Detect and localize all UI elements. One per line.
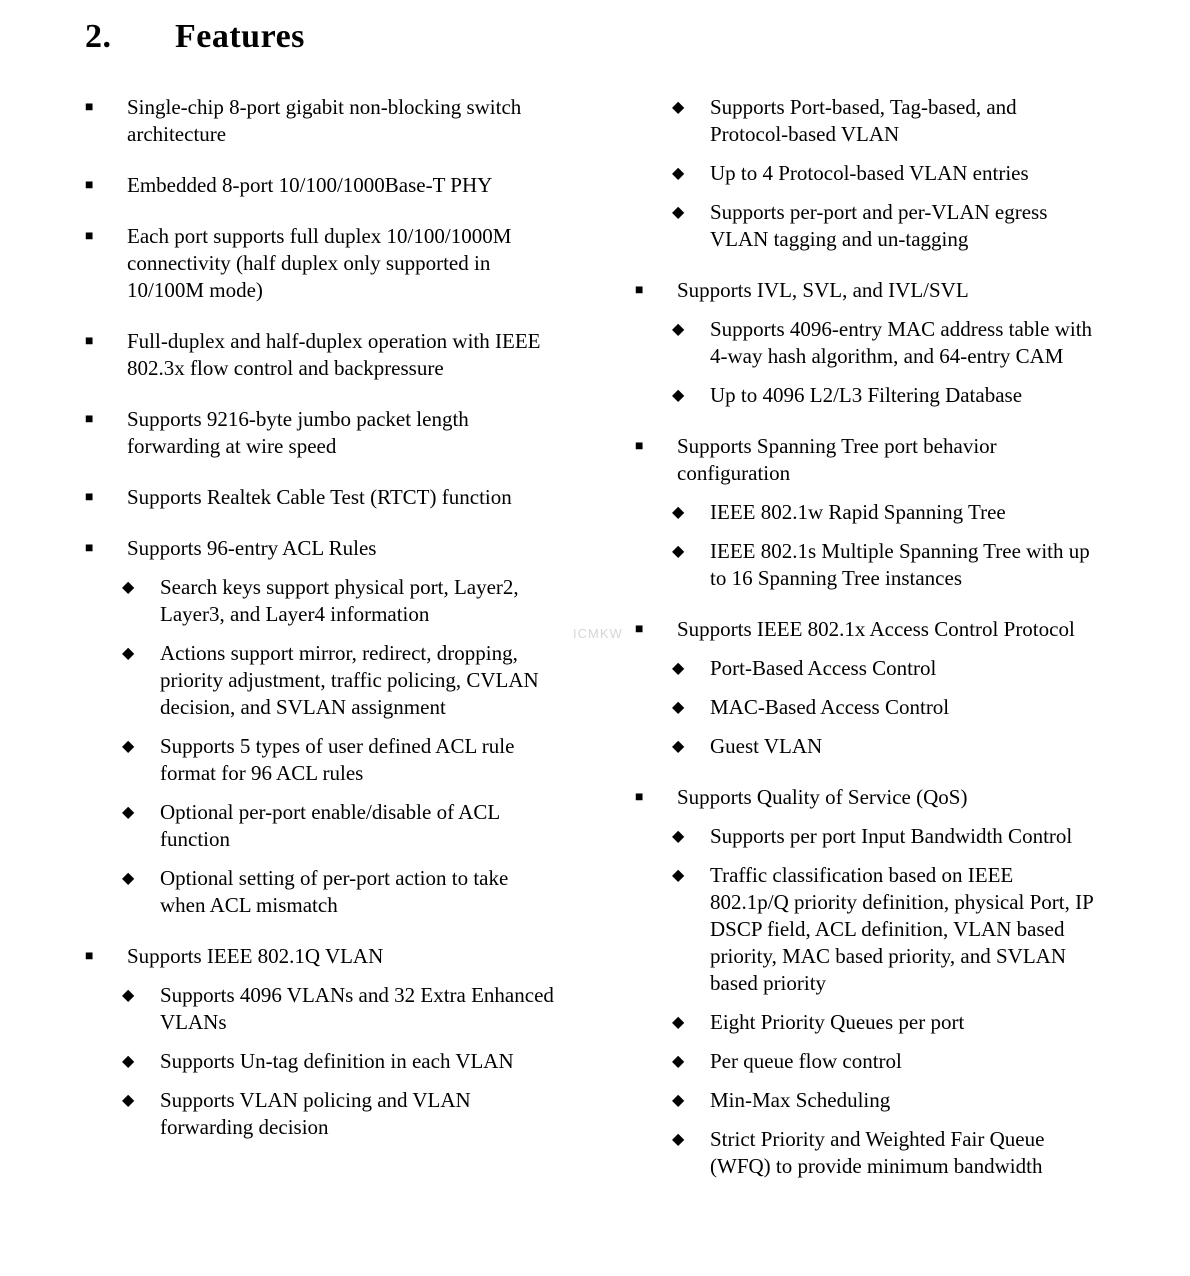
bullet-square-icon: ■	[85, 490, 94, 505]
bullet-square-icon: ■	[85, 949, 94, 964]
bullet-square-icon: ■	[85, 178, 94, 193]
feature-text: Port-Based Access Control	[710, 656, 937, 680]
feature-columns	[85, 94, 1190, 1180]
feature-text: Supports IEEE 802.1x Access Control Protocol	[677, 617, 1075, 641]
feature-item	[672, 1126, 1095, 1180]
bullet-square-icon: ■	[85, 541, 94, 556]
bullet-diamond-icon: ◆	[672, 543, 685, 560]
watermark: ICMKW	[573, 626, 623, 641]
feature-text: Supports 4096-entry MAC address table with 4-way hash algorithm, and 64-entry CAM	[710, 317, 1093, 368]
feature-item	[85, 943, 555, 970]
bullet-square-icon: ■	[635, 790, 644, 805]
feature-item	[85, 484, 555, 511]
bullet-diamond-icon: ◆	[122, 1053, 135, 1070]
feature-text: IEEE 802.1w Rapid Spanning Tree	[710, 500, 1006, 524]
feature-item	[122, 574, 555, 628]
bullet-diamond-icon: ◆	[672, 204, 685, 221]
bullet-diamond-icon: ◆	[122, 1092, 135, 1109]
feature-text: Each port supports full duplex 10/100/1000M connectivity (half duplex only supported in 10/100M mode)	[127, 224, 512, 302]
bullet-diamond-icon: ◆	[672, 504, 685, 521]
feature-text: Supports Quality of Service (QoS)	[677, 785, 968, 809]
bullet-diamond-icon: ◆	[122, 645, 135, 662]
bullet-diamond-icon: ◆	[672, 321, 685, 338]
bullet-diamond-icon: ◆	[672, 828, 685, 845]
bullet-diamond-icon: ◆	[122, 804, 135, 821]
feature-item	[635, 784, 1095, 811]
feature-text: Supports IVL, SVL, and IVL/SVL	[677, 278, 969, 302]
feature-text: Actions support mirror, redirect, dropping, priority adjustment, traffic policing, CVLAN decision, and SVLAN assignment	[160, 641, 539, 719]
feature-text: Single-chip 8-port gigabit non-blocking switch architecture	[127, 95, 522, 146]
feature-item	[122, 865, 555, 919]
bullet-square-icon: ■	[635, 622, 644, 637]
feature-item	[635, 433, 1095, 487]
bullet-diamond-icon: ◆	[122, 738, 135, 755]
feature-text: Supports Un-tag definition in each VLAN	[160, 1049, 514, 1073]
bullet-diamond-icon: ◆	[672, 1014, 685, 1031]
bullet-diamond-icon: ◆	[672, 387, 685, 404]
bullet-square-icon: ■	[85, 229, 94, 244]
feature-text: Supports 96-entry ACL Rules	[127, 536, 377, 560]
feature-text: Per queue flow control	[710, 1049, 902, 1073]
feature-item	[672, 316, 1095, 370]
bullet-diamond-icon: ◆	[672, 738, 685, 755]
feature-item	[122, 733, 555, 787]
section-number: 2.	[85, 18, 112, 55]
feature-item	[672, 655, 1095, 682]
feature-text: Supports 5 types of user defined ACL rule format for 96 ACL rules	[160, 734, 515, 785]
feature-item	[672, 1048, 1095, 1075]
feature-item	[672, 823, 1095, 850]
feature-item	[672, 160, 1095, 187]
bullet-square-icon: ■	[635, 439, 644, 454]
feature-text: Supports Realtek Cable Test (RTCT) function	[127, 485, 512, 509]
bullet-diamond-icon: ◆	[672, 165, 685, 182]
section-title-text: Features	[175, 18, 305, 55]
feature-item	[85, 94, 555, 148]
bullet-square-icon: ■	[85, 100, 94, 115]
feature-item	[672, 199, 1095, 253]
feature-item	[672, 382, 1095, 409]
feature-text: Optional per-port enable/disable of ACL function	[160, 800, 500, 851]
feature-item	[85, 328, 555, 382]
feature-text: Embedded 8-port 10/100/1000Base-T PHY	[127, 173, 493, 197]
feature-text: Guest VLAN	[710, 734, 823, 758]
bullet-diamond-icon: ◆	[672, 699, 685, 716]
feature-text: Search keys support physical port, Layer2, Layer3, and Layer4 information	[160, 575, 519, 626]
feature-item	[122, 640, 555, 721]
bullet-diamond-icon: ◆	[672, 1092, 685, 1109]
feature-item	[122, 1087, 555, 1141]
feature-item	[672, 862, 1095, 997]
bullet-square-icon: ■	[85, 334, 94, 349]
feature-text: Supports per-port and per-VLAN egress VLAN tagging and un-tagging	[710, 200, 1048, 251]
feature-text: Supports 4096 VLANs and 32 Extra Enhanced VLANs	[160, 983, 554, 1034]
page-title	[85, 14, 1190, 60]
feature-item	[635, 277, 1095, 304]
bullet-diamond-icon: ◆	[672, 867, 685, 884]
feature-item	[672, 499, 1095, 526]
bullet-diamond-icon: ◆	[122, 987, 135, 1004]
feature-text: Min-Max Scheduling	[710, 1088, 891, 1112]
feature-text: Supports 9216-byte jumbo packet length forwarding at wire speed	[127, 407, 469, 458]
feature-item	[85, 535, 555, 562]
feature-text: Supports VLAN policing and VLAN forwarding decision	[160, 1088, 471, 1139]
bullet-square-icon: ■	[635, 283, 644, 298]
feature-item	[122, 799, 555, 853]
bullet-diamond-icon: ◆	[122, 579, 135, 596]
bullet-diamond-icon: ◆	[672, 1131, 685, 1148]
feature-text: Eight Priority Queues per port	[710, 1010, 965, 1034]
feature-text: Up to 4096 L2/L3 Filtering Database	[710, 383, 1023, 407]
feature-text: Up to 4 Protocol-based VLAN entries	[710, 161, 1029, 185]
bullet-diamond-icon: ◆	[672, 1053, 685, 1070]
feature-item	[85, 172, 555, 199]
bullet-diamond-icon: ◆	[122, 870, 135, 887]
feature-item	[85, 223, 555, 304]
feature-text: IEEE 802.1s Multiple Spanning Tree with up to 16 Spanning Tree instances	[710, 539, 1090, 590]
feature-item	[672, 1087, 1095, 1114]
feature-item	[635, 616, 1095, 643]
feature-text: Traffic classification based on IEEE 802.1p/Q priority definition, physical Port, IP DSCP field, ACL definition, VLAN based priority, MAC based priority, and SVLAN based priority	[710, 863, 1094, 995]
feature-text: Optional setting of per-port action to take when ACL mismatch	[160, 866, 509, 917]
feature-item	[672, 694, 1095, 721]
feature-item	[672, 94, 1095, 148]
bullet-diamond-icon: ◆	[672, 660, 685, 677]
feature-item	[672, 733, 1095, 760]
bullet-square-icon: ■	[85, 412, 94, 427]
feature-text: Supports Port-based, Tag-based, and Protocol-based VLAN	[710, 95, 1017, 146]
feature-item	[672, 1009, 1095, 1036]
feature-text: Supports IEEE 802.1Q VLAN	[127, 944, 384, 968]
feature-text: Full-duplex and half-duplex operation with IEEE 802.3x flow control and backpressure	[127, 329, 541, 380]
feature-item	[85, 406, 555, 460]
feature-text: Supports per port Input Bandwidth Control	[710, 824, 1073, 848]
bullet-diamond-icon: ◆	[672, 99, 685, 116]
left-column	[85, 94, 555, 1141]
feature-text: Strict Priority and Weighted Fair Queue (WFQ) to provide minimum bandwidth	[710, 1127, 1045, 1178]
feature-item	[122, 982, 555, 1036]
feature-text: MAC-Based Access Control	[710, 695, 950, 719]
feature-text: Supports Spanning Tree port behavior configuration	[677, 434, 997, 485]
feature-item	[672, 538, 1095, 592]
feature-item	[122, 1048, 555, 1075]
right-column	[635, 94, 1095, 1180]
